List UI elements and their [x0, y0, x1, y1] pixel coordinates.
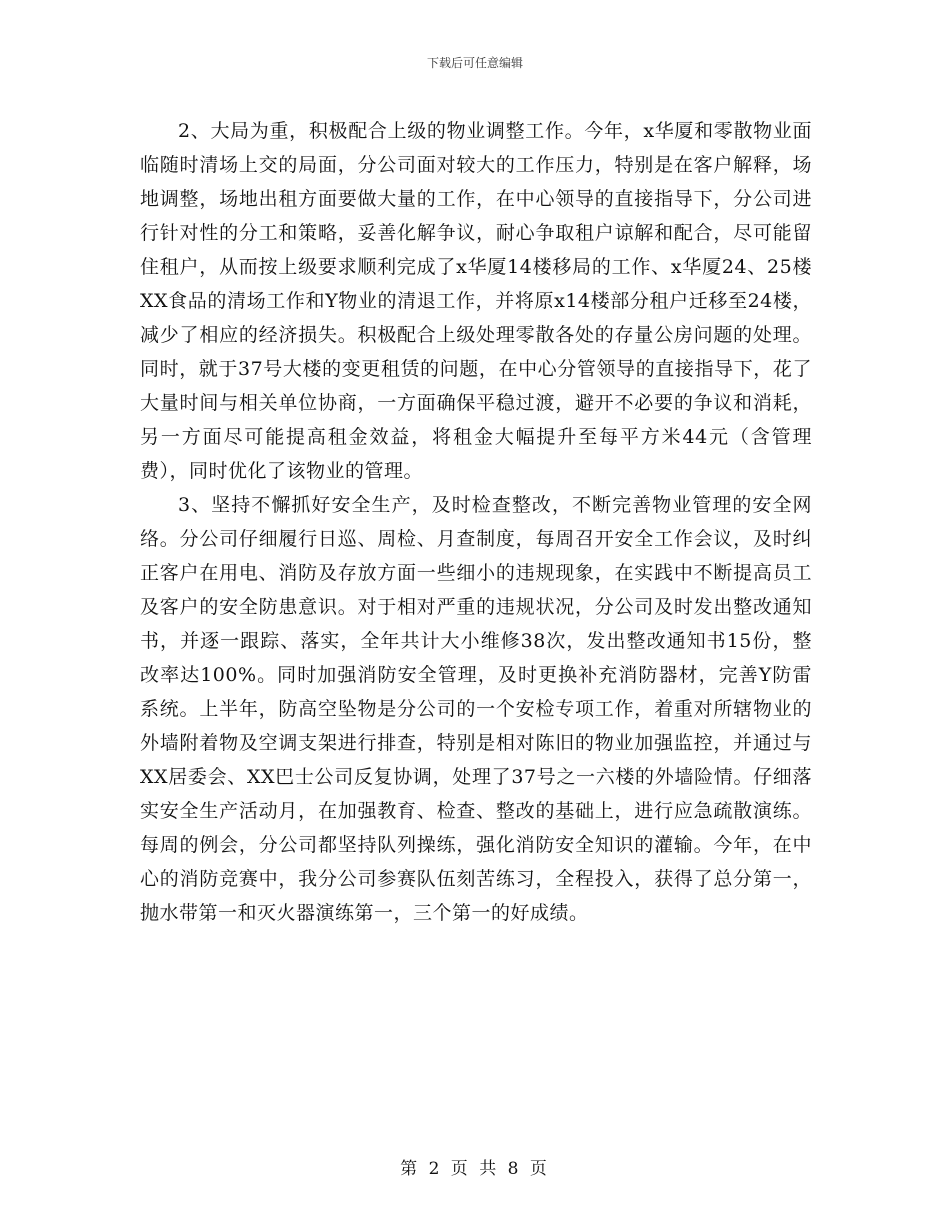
paragraph-3: 3、坚持不懈抓好安全生产，及时检查整改，不断完善物业管理的安全网络。分公司仔细履行日巡、周检、月查制度，每周召开安全工作会议，及时纠正客户在用电、消防及存放方面一些细小的违规现象，在实践中不断提高员工及客户的安全防患意识。对于相对严重的违规状况，分公司及时发出整改通知书，并逐一跟踪、落实，全年共计大小维修38次，发出整改通知书15份，整改率达100%。同时加强消防安全管理，及时更换补充消防器材，完善Y防雷系统。上半年，防高空坠物是分公司的一个安检专项工作，着重对所辖物业的外墙附着物及空调支架进行排查，特别是相对陈旧的物业加强监控，并通过与XX居委会、XX巴士公司反复协调，处理了37号之一六楼的外墙险情。仔细落实安全生产活动月，在加强教育、检查、整改的基础上，进行应急疏散演练。每周的例会，分公司都坚持队列操练，强化消防安全知识的灌输。今年，在中心的消防竞赛中，我分公司参赛队伍刻苦练习，全程投入，获得了总分第一，抛水带第一和灭火器演练第一，三个第一的好成绩。	[140, 494, 812, 924]
page-number-footer: 第 2 页 共 8 页	[400, 1159, 550, 1179]
document-body	[140, 114, 812, 930]
paragraph-2: 2、大局为重，积极配合上级的物业调整工作。今年，x华厦和零散物业面临随时清场上交的局面，分公司面对较大的工作压力，特别是在客户解释，场地调整，场地出租方面要做大量的工作，在中心领导的直接指导下，分公司进行针对性的分工和策略，妥善化解争议，耐心争取租户谅解和配合，尽可能留住租户，从而按上级要求顺利完成了x华厦14楼移局的工作、x华厦24、25楼XX食品的清场工作和Y物业的清退工作，并将原x14楼部分租户迁移至24楼，减少了相应的经济损失。积极配合上级处理零散各处的存量公房问题的处理。同时，就于37号大楼的变更租赁的问题，在中心分管领导的直接指导下，花了大量时间与相关单位协商，一方面确保平稳过渡，避开不必要的争议和消耗，另一方面尽可能提高租金效益，将租金大幅提升至每平方米44元（含管理费），同时优化了该物业的管理。	[140, 120, 812, 482]
page-header: 下载后可任意编辑	[426, 56, 523, 70]
